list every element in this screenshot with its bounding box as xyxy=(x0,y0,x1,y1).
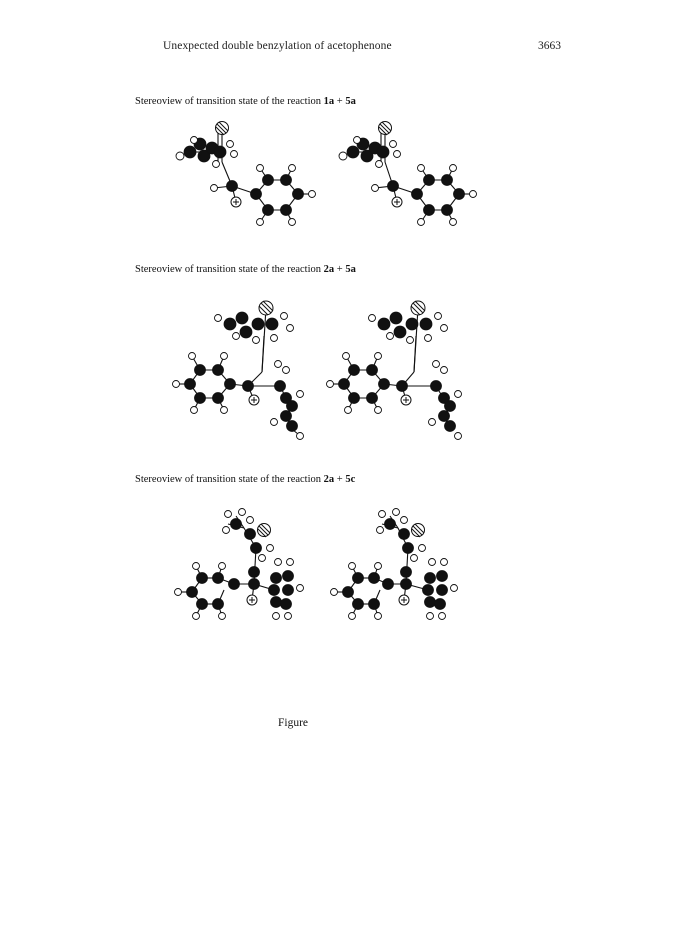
plus-sign: + xyxy=(334,264,346,275)
caption-text: Stereoview of transition state of the reaction xyxy=(135,474,324,485)
molecule-left-view xyxy=(176,122,316,226)
reactant-1: 2a xyxy=(323,264,335,275)
stereoview-panel-3 xyxy=(166,506,486,626)
caption-text: Stereoview of transition state of the reaction xyxy=(135,96,324,107)
molecule-stereo-pair-3 xyxy=(166,506,486,626)
molecule-right-view xyxy=(327,301,462,440)
reactant-1: 1a xyxy=(323,96,335,107)
molecule-stereo-pair-2 xyxy=(166,294,486,444)
page-number: 3663 xyxy=(538,40,561,52)
caption-panel-2 xyxy=(135,264,356,275)
plus-sign: + xyxy=(334,96,346,107)
molecule-right-view xyxy=(331,509,458,620)
caption-text: Stereoview of transition state of the reaction xyxy=(135,264,324,275)
reactant-2: 5c xyxy=(345,474,356,485)
figure-label: Figure xyxy=(278,717,309,729)
reactant-2: 5a xyxy=(345,264,356,275)
molecule-left-view xyxy=(173,301,304,440)
caption-panel-1 xyxy=(135,96,356,107)
reactant-2: 5a xyxy=(345,96,356,107)
reactant-1: 2a xyxy=(323,474,335,485)
molecule-right-view xyxy=(339,122,477,226)
stereoview-panel-2 xyxy=(166,294,486,444)
caption-panel-3 xyxy=(135,474,355,485)
stereoview-panel-1 xyxy=(160,118,490,238)
running-head xyxy=(0,40,692,56)
running-head-title: Unexpected double benzylation of acetophenone xyxy=(163,40,392,52)
molecule-left-view xyxy=(175,509,304,620)
molecule-stereo-pair-1 xyxy=(160,118,490,238)
plus-sign: + xyxy=(334,474,346,485)
